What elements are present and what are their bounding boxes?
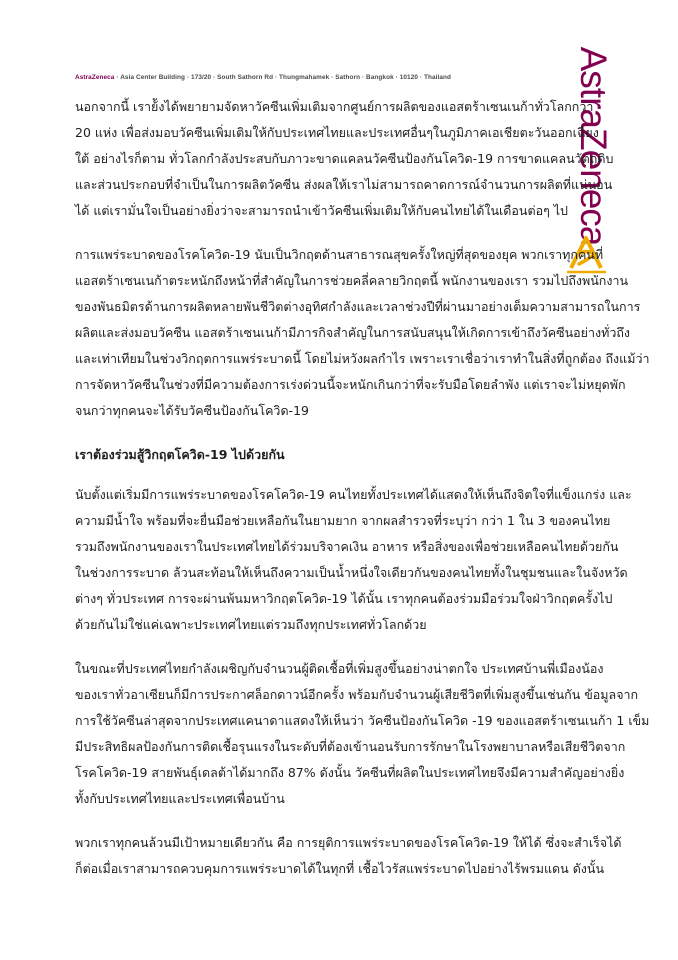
text-line: นับตั้งแต่เริ่มมีการแพร่ระบาดของโรคโควิด-19 คนไทยทั้งประเทศได้แสดงให้เห็นถึงจิตใจที่แข็งแกร่ง และ [75, 487, 632, 502]
text-line: รวมถึงพนักงานของเราในประเทศไทยได้ร่วมบริจาคเงิน อาหาร หรือสิ่งของเพื่อช่วยเหลือคนไทยด้วยกัน [75, 539, 619, 554]
paragraph [75, 656, 650, 812]
letterhead-address-text: · Asia Center Building · 173/20 · South Sathorn Rd · Thungmahamek · Sathorn · Bangkok · 10120 · Thailand [114, 74, 452, 81]
text-line: แอสตร้าเซนเนก้าตระหนักถึงหน้าที่สำคัญในการช่วยคลี่คลายวิกฤตนี้ พนักงานของเรา รวมไปถึงพนักงาน [75, 273, 629, 288]
text-line: นอกจากนี้ เราย้ังได้พยายามจัดหาวัคซีนเพิ่มเติมจากศูนย์การผลิตของแอสตร้าเซนเนก้าทั่วโลกกว่า [75, 99, 594, 114]
paragraph [75, 482, 632, 638]
text-line: ได้ แต่เรามั่นใจเป็นอย่างยิ่งว่าจะสามารถนำเข้าวัคซีนเพิ่มเติมให้กับคนไทยได้ในเดือนต่อๆ ไป [75, 203, 568, 218]
text-line: มีประสิทธิผลป้องกันการติดเชื้อรุนแรงในระดับที่ต้องเข้านอนรับการรักษาในโรงพยาบาลหรือเสียชีวิตจาก [75, 739, 626, 754]
paragraph [75, 830, 622, 882]
text-line: และเท่าเทียมในช่วงวิกฤตการแพร่ระบาดนี้ โดยไม่หวังผลกำไร เพราะเราเชื่อว่าเราทำในสิ่งที่ถูกต้อง ถึงแม้ว่า [75, 351, 650, 366]
text-line: ทั้งกับประเทศไทยและประเทศเพื่อนบ้าน [75, 791, 285, 806]
text-line: จนกว่าทุกคนจะได้รับวัคซีนป้องกันโควิด-19 [75, 403, 309, 418]
text-line: ของเราทั่วอาเซียนก็มีการประกาศล็อกดาวน์อีกครั้ง พร้อมกับจำนวนผู้เสียชีวิตที่เพิ่มสูงขึ้นเช่นกัน ข้อมูลจาก [75, 687, 639, 702]
text-line: ต่างๆ ทั่วประเทศ การจะผ่านพ้นมหาวิกฤตโควิด-19 ได้นั้น เราทุกคนต้องร่วมมือร่วมใจฝ่าวิกฤตครั้งไป [75, 591, 613, 606]
paragraph [75, 242, 650, 424]
text-line: ผลิตและส่งมอบวัคซีน แอสตร้าเซนเนก้ามีภารกิจสำคัญในการสนับสนุนให้เกิดการเข้าถึงวัคซีนอย่างทั่วถึง [75, 325, 631, 340]
text-line: ในขณะที่ประเทศไทยกำลังเผชิญกับจำนวนผู้ติดเชื้อที่เพิ่มสูงขึ้นอย่างน่าตกใจ ประเทศบ้านพี่เมืองน้อง [75, 661, 604, 676]
letterhead-company: AstraZeneca [75, 74, 115, 81]
logo-wordmark-text: AstraZeneca [573, 46, 614, 246]
text-line: ในช่วงการระบาด ล้วนสะท้อนให้เห็นถึงความเป็นน้ำหนึ่งใจเดียวกันของคนไทยทั้งในชุมชนและในจังหวัด [75, 565, 628, 580]
text-line: ความมีน้ำใจ พร้อมที่จะยื่นมือช่วยเหลือกันในยามยาก จากผลสำรวจที่ระบุว่า กว่า 1 ใน 3 ของคนไทย [75, 513, 611, 528]
text-line: พวกเราทุกคนล้วนมีเป้าหมายเดียวกัน คือ การยุติการแพร่ระบาดของโรคโควิด-19 ให้ได้ ซึ่งจะสำเร็จได้ [75, 835, 622, 850]
section-heading: เราต้องร่วมสู้วิกฤตโควิด-19 ไปด้วยกัน [75, 447, 285, 462]
text-line: และส่วนประกอบที่จำเป็นในการผลิตวัคซีน ส่งผลให้เราไม่สามารถคาดการณ์จำนวนการผลิตที่แน่นอน [75, 177, 613, 192]
text-line: โรคโควิด-19 สายพันธุ์เดลต้าได้มากถึง 87% ดังนั้น วัคซีนที่ผลิตในประเทศไทยจึงมีความสำคัญอย่างยิ่ง [75, 765, 625, 780]
text-line: ด้วยกันไม่ใช่แค่เฉพาะประเทศไทยแต่รวมถึงทุกประเทศทั่วโลกด้วย [75, 617, 427, 632]
text-line: การจัดหาวัคซีนในช่วงที่มีความต้องการเร่งด่วนนี้จะหนักเกินกว่าที่จะรับมือโดยลำพัง แต่เราจะไม่หยุดพัก [75, 377, 626, 392]
text-line: การแพร่ระบาดของโรคโควิด-19 นับเป็นวิกฤตด้านสาธารณสุขครั้งใหญ่ที่สุดของยุค พวกเราทุกคนที่ [75, 247, 604, 262]
letterhead-address [75, 74, 451, 81]
text-line: ก็ต่อเมื่อเราสามารถควบคุมการแพร่ระบาดได้ในทุกที่ เชื้อไวรัสแพร่ระบาดไปอย่างไร้พรมแดน ดังนั้น [75, 861, 605, 876]
text-line: ใต้ อย่างไรก็ตาม ทั่วโลกกำลังประสบกับภาวะขาดแคลนวัคซีนป้องกันโควิด-19 การขาดแคลนวัตถุดิบ [75, 151, 614, 166]
text-line: การใช้วัคซีนล่าสุดจากประเทศแคนาดาแสดงให้เห็นว่า วัคซีนป้องกันโควิด -19 ของแอสตร้าเซนเนก้า 1 เข็ม [75, 713, 650, 728]
text-line: ของพันธมิตรด้านการผลิตหลายพันชีวิตต่างอุทิศกำลังและเวลาช่วงปีที่ผ่านมาอย่างเต็มความสามารถในการ [75, 299, 641, 314]
text-line: 20 แห่ง เพื่อส่งมอบวัคซีนเพิ่มเติมให้กับประเทศไทยและประเทศอื่นๆในภูมิภาคเอเชียตะวันออกเฉียง [75, 125, 599, 140]
